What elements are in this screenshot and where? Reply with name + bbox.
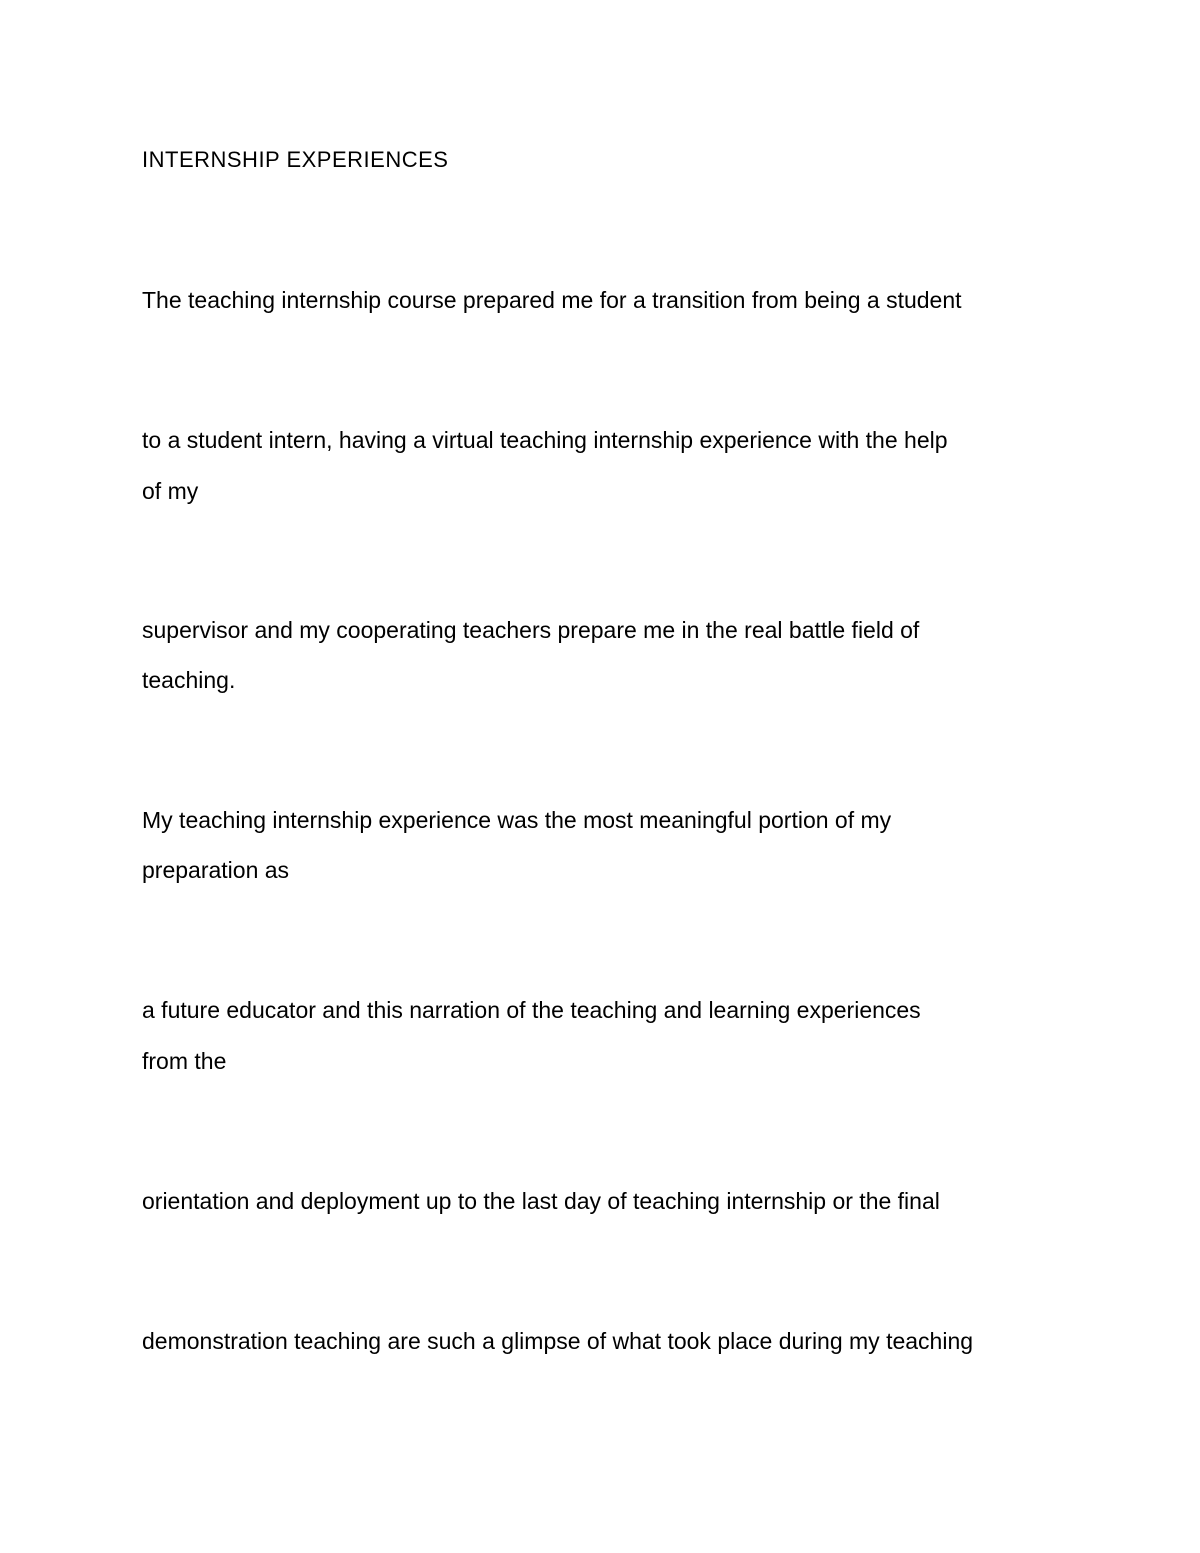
document-title: INTERNSHIP EXPERIENCES (142, 147, 449, 172)
text-line: The teaching internship course prepared me for a transition from being a student (142, 287, 962, 313)
text-line: from the (142, 1048, 227, 1074)
text-line: My teaching internship experience was the most meaningful portion of my (142, 807, 892, 833)
text-line: supervisor and my cooperating teachers prepare me in the real battle field of (142, 617, 920, 643)
text-line: of my (142, 478, 199, 504)
text-line: teaching. (142, 667, 236, 693)
text-line: demonstration teaching are such a glimpse of what took place during my teaching (142, 1328, 974, 1354)
text-line: preparation as (142, 857, 290, 883)
text-line: a future educator and this narration of the teaching and learning experiences (142, 997, 921, 1023)
text-line: to a student intern, having a virtual teaching internship experience with the help (142, 427, 948, 453)
text-line: orientation and deployment up to the last day of teaching internship or the final (142, 1188, 940, 1214)
